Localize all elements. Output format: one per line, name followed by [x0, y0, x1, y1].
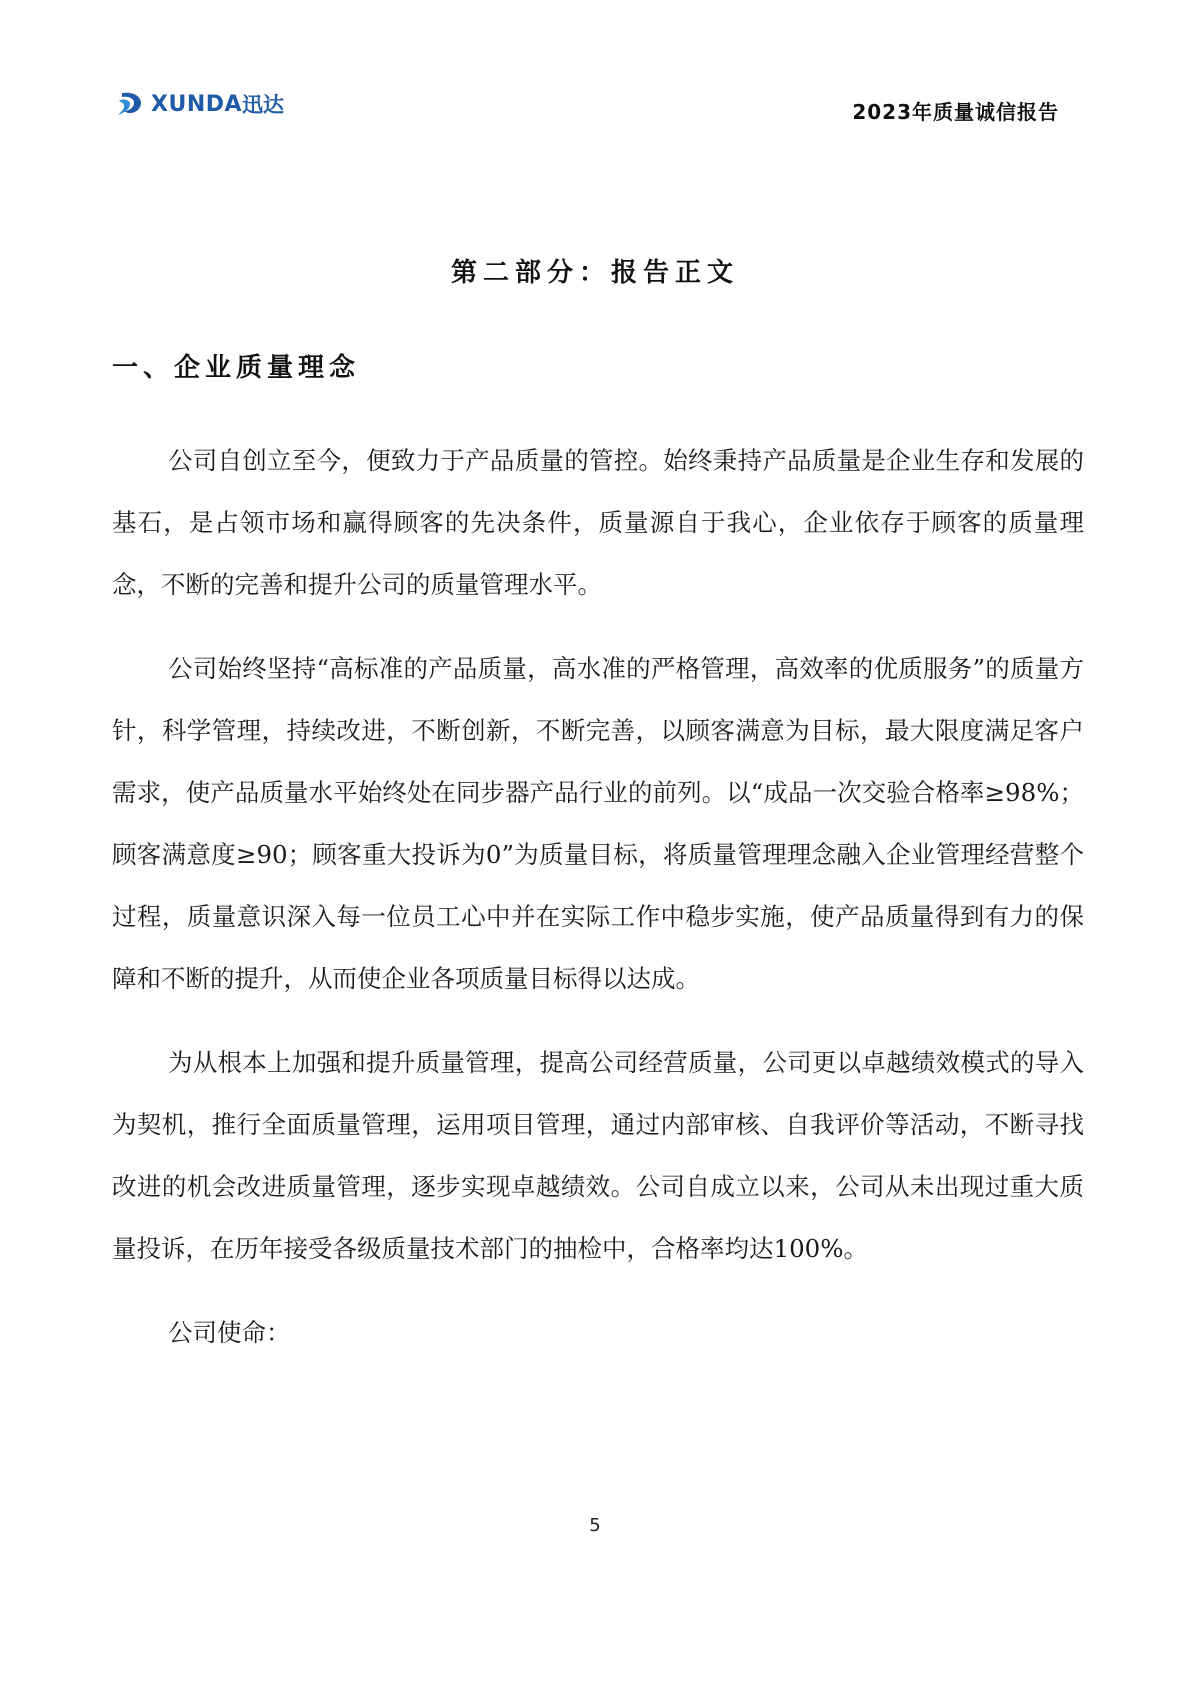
section-heading: 一、企业质量理念 [112, 353, 361, 383]
paragraph: 公司使命： [168, 1318, 291, 1347]
body-text [112, 430, 1084, 1386]
page-header [0, 0, 1190, 140]
logo-chinese-text: 迅达 [242, 93, 285, 117]
report-title: 2023年质量诚信报告 [852, 100, 1059, 124]
part-title: 第二部分：报告正文 [450, 258, 739, 288]
xunda-logo-icon [116, 89, 146, 119]
page-number: 5 [589, 1515, 601, 1536]
paragraph: 公司始终坚持“高标准的产品质量，高水准的严格管理，高效率的优质服务”的质量方针，科学管理，持续改进，不断创新，不断完善，以顾客满意为目标，最大限度满足客户需求，使产品质量水平始终处在同步器产品行业的前列。以“成品一次交验合格率≥98%；顾客满意度≥90；顾客重大投诉为0”为质量目标，将质量管理理念融入企业管理经营整个过程，质量意识深入每一位员工心中并在实际工作中稳步实施，使产品质量得到有力的保障和不断的提升，从而使企业各项质量目标得以达成。 [112, 654, 1084, 993]
company-logo [116, 88, 284, 120]
paragraph: 为从根本上加强和提升质量管理，提高公司经营质量，公司更以卓越绩效模式的导入为契机，推行全面质量管理，运用项目管理，通过内部审核、自我评价等活动，不断寻找改进的机会改进质量管理，逐步实现卓越绩效。公司自成立以来，公司从未出现过重大质量投诉，在历年接受各级质量技术部门的抽检中，合格率均达100%。 [112, 1048, 1084, 1263]
paragraph: 公司自创立至今，便致力于产品质量的管控。始终秉持产品质量是企业生存和发展的基石，是占领市场和赢得顾客的先决条件，质量源自于我心，企业依存于顾客的质量理念，不断的完善和提升公司的质量管理水平。 [112, 446, 1084, 599]
logo-text: XUNDA [151, 91, 243, 117]
